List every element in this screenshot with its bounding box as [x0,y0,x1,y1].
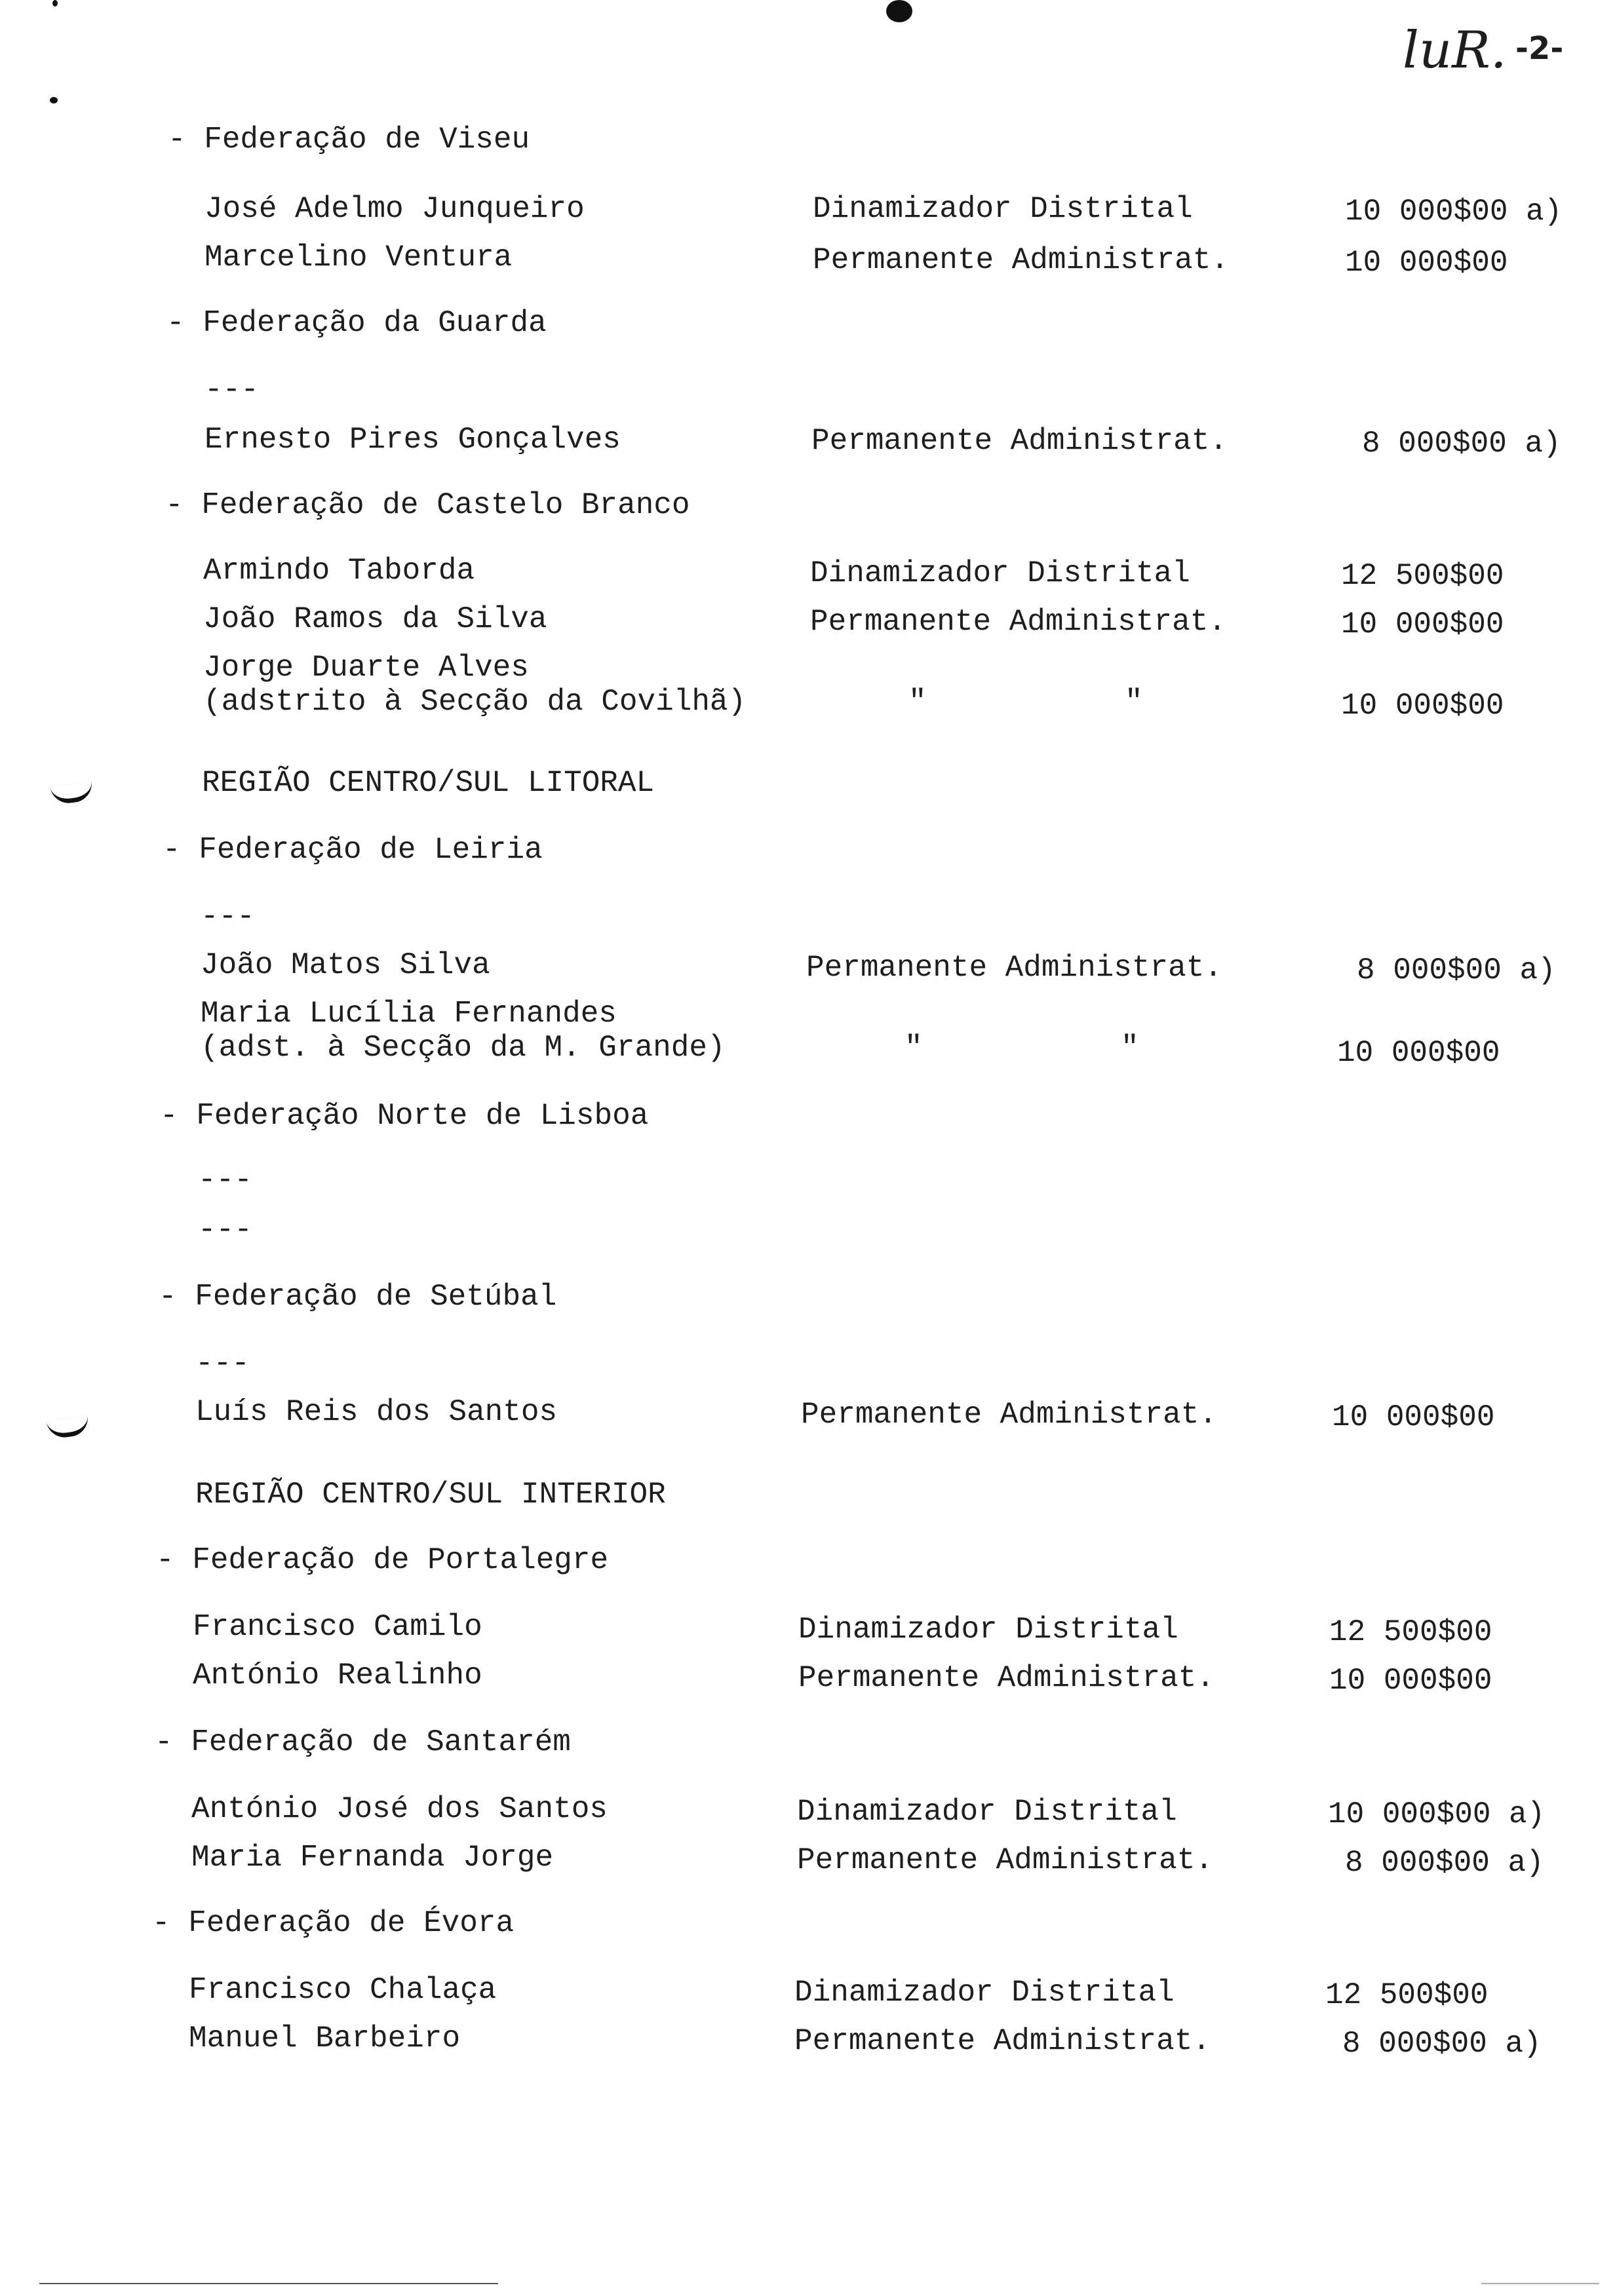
section-heading: - Federação Norte de Lisboa [160,1099,649,1133]
person-name: António Realinho [193,1658,482,1693]
ditto-mark: " [1121,1031,1139,1065]
person-role: Permanente Administrat. [801,1398,1217,1432]
person-name: Maria Fernanda Jorge [191,1841,554,1875]
ditto-mark: " [905,1031,923,1065]
person-name: Francisco Chalaça [189,1973,497,2007]
section-heading: - Federação de Santarém [155,1725,571,1759]
person-salary: 8 000$00 a) [1345,1846,1544,1880]
person-name: Armindo Taborda [203,554,475,588]
person-role: Dinamizador Distrital [794,1976,1175,2010]
person-role: Dinamizador Distrital [813,192,1193,226]
person-name: João Ramos da Silva [203,602,547,636]
section-heading: - Federação de Évora [152,1906,515,1940]
person-salary: 12 500$00 [1341,559,1504,593]
person-name: Francisco Camilo [193,1610,482,1644]
person-salary: 10 000$00 a) [1328,1797,1546,1831]
page-number: -2- [1515,30,1564,67]
person-role: Dinamizador Distrital [798,1613,1178,1647]
vacant-placeholder: --- [204,373,259,407]
person-role: Permanente Administrat. [797,1843,1213,1877]
person-role: Permanente Administrat. [806,951,1222,985]
person-name: João Matos Silva [201,948,490,982]
person-salary: 10 000$00 [1345,246,1508,280]
section-heading: - Federação de Setúbal [159,1280,557,1314]
section-heading: - Federação de Castelo Branco [165,488,690,522]
person-name: Jorge Duarte Alves [203,651,529,685]
signature: luR. [1403,21,1507,80]
person-salary: 8 000$00 a) [1357,953,1556,987]
person-assignment: (adstrito à Secção da Covilhã) [203,685,747,719]
section-heading: - Federação da Guarda [166,306,547,340]
region-heading: REGIÃO CENTRO/SUL LITORAL [202,766,655,800]
vacant-placeholder: --- [198,1163,252,1197]
person-name: António José dos Santos [191,1792,608,1826]
person-salary: 10 000$00 [1329,1664,1492,1698]
person-assignment: (adst. à Secção da M. Grande) [201,1031,726,1065]
bottom-edge-rule [1481,2283,1599,2284]
punch-hole-mark [50,781,94,806]
ditto-mark: " [1125,685,1143,719]
person-name: Ernesto Pires Gonçalves [204,423,621,457]
person-role: Permanente Administrat. [811,424,1228,458]
person-role: Permanente Administrat. [810,605,1226,639]
vacant-placeholder: --- [201,900,255,934]
binder-hole-mark [886,0,912,22]
person-role: Permanente Administrat. [798,1661,1215,1695]
section-heading: - Federação de Viseu [168,123,530,157]
person-salary: 10 000$00 a) [1345,195,1563,229]
person-name: Luís Reis dos Santos [195,1395,558,1429]
person-role: Permanente Administrat. [794,2024,1211,2058]
person-name: Manuel Barbeiro [189,2021,461,2056]
region-heading: REGIÃO CENTRO/SUL INTERIOR [195,1478,666,1512]
person-salary: 10 000$00 [1341,689,1504,723]
person-salary: 12 500$00 [1329,1615,1492,1649]
person-salary: 8 000$00 a) [1362,427,1561,461]
person-name: Marcelino Ventura [204,240,513,275]
bottom-edge-rule [39,2283,498,2284]
person-salary: 8 000$00 a) [1342,2027,1542,2061]
person-role: Dinamizador Distrital [810,556,1190,590]
section-heading: - Federação de Leiria [163,833,543,867]
person-salary: 12 500$00 [1325,1978,1489,2012]
person-name: José Adelmo Junqueiro [204,192,585,226]
punch-hole-mark [46,1415,90,1440]
person-role: Permanente Administrat. [813,243,1229,277]
ditto-mark: " [908,685,927,719]
vacant-placeholder: --- [195,1347,250,1381]
person-salary: 10 000$00 [1341,607,1504,641]
vacant-placeholder: --- [198,1213,252,1247]
person-salary: 10 000$00 [1332,1400,1495,1434]
margin-mark [50,97,58,104]
margin-mark [52,0,58,7]
person-name: Maria Lucília Fernandes [201,997,617,1031]
person-salary: 10 000$00 [1337,1036,1500,1070]
person-role: Dinamizador Distrital [797,1795,1177,1829]
section-heading: - Federação de Portalegre [156,1543,609,1577]
